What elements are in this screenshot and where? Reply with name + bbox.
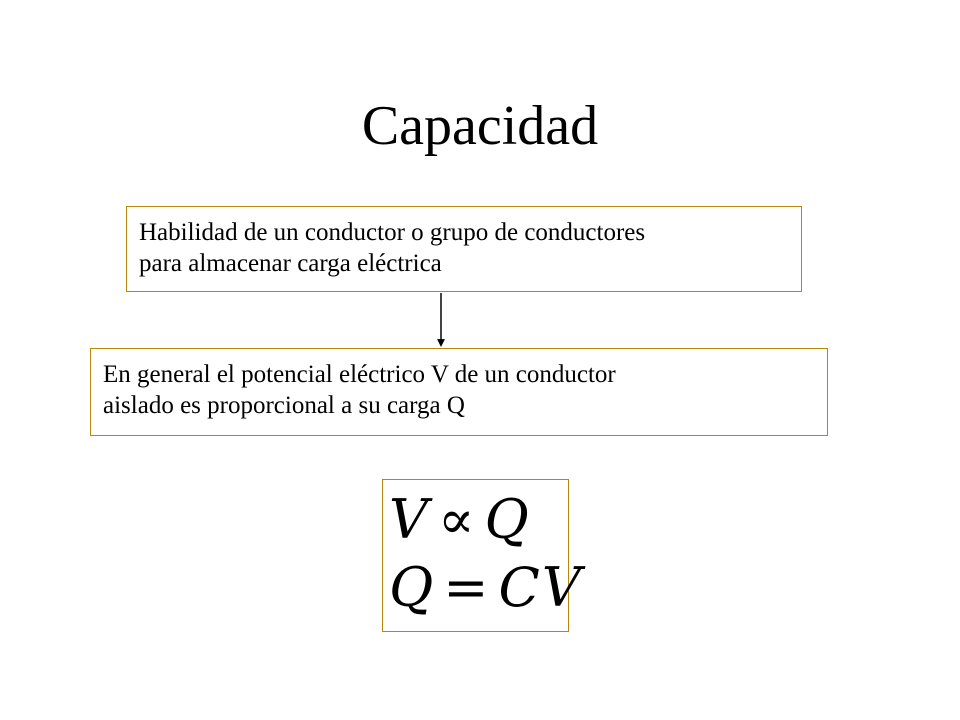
statement-line-2: aislado es proporcional a su carga Q bbox=[103, 392, 465, 419]
proportional-symbol: ∝ bbox=[438, 488, 477, 551]
definition-line-1: Habilidad de un conductor o grupo de conductores bbox=[139, 219, 646, 246]
proportionality-formula bbox=[389, 490, 531, 550]
down-arrow-icon bbox=[435, 293, 447, 348]
formula-box bbox=[382, 479, 583, 632]
capacitance-equation bbox=[389, 558, 583, 618]
statement-box bbox=[90, 348, 828, 436]
definition-line-2: para almacenar carga eléctrica bbox=[139, 250, 442, 277]
formula-variable-v: V bbox=[389, 488, 430, 551]
equals-symbol: = bbox=[443, 556, 491, 619]
formula-variable-q: Q bbox=[484, 488, 531, 551]
statement-line-1: En general el potencial eléctrico V de un conductor bbox=[103, 361, 616, 388]
slide-title: Capacidad bbox=[361, 95, 599, 157]
equation-variable-q: Q bbox=[389, 556, 436, 619]
equation-variables-cv: CV bbox=[498, 556, 583, 619]
definition-box bbox=[126, 206, 802, 292]
